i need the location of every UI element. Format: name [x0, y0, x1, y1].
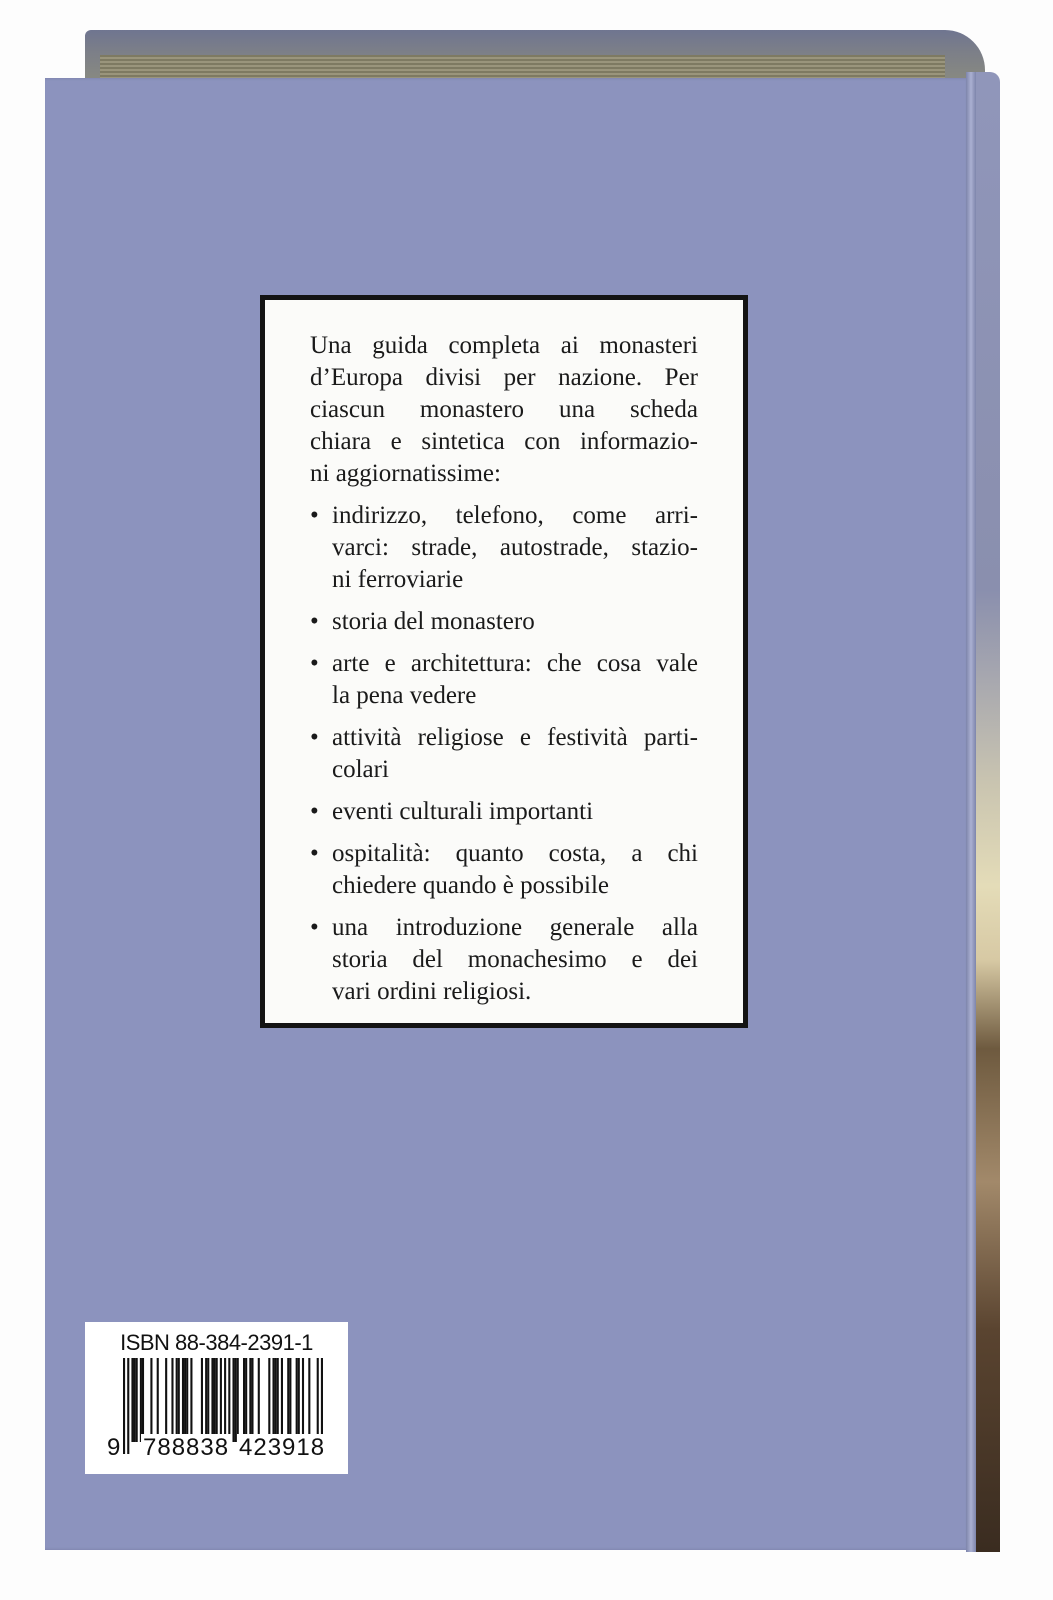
bullet-item: [310, 648, 698, 712]
barcode-bar: [140, 1358, 142, 1442]
text-line: varci: strade, autostrade, stazio-: [332, 534, 698, 561]
barcode-bar: [182, 1358, 184, 1442]
text-line: ni aggiornatissime:: [310, 460, 501, 487]
text-line: ospitalità: quanto costa, a chi: [332, 840, 698, 867]
barcode-bar: [287, 1358, 289, 1442]
barcode-bar: [186, 1358, 188, 1442]
barcode-bar: [165, 1358, 167, 1442]
text-line: ni ferroviarie: [332, 566, 464, 593]
bullet-item: [310, 796, 698, 828]
ean-right-digits: 423918: [239, 1434, 326, 1461]
bullet-icon: •: [310, 798, 319, 825]
barcode-bar: [232, 1358, 234, 1442]
ean-left-digits: 788838: [143, 1434, 230, 1461]
barcode-bar: [134, 1358, 136, 1442]
barcode-bar: [157, 1358, 159, 1442]
text-line: storia del monastero: [332, 608, 535, 635]
barcode-bar: [245, 1358, 247, 1442]
barcode-bar: [190, 1358, 192, 1442]
text-line: eventi culturali importanti: [332, 798, 594, 825]
barcode-bar: [205, 1358, 207, 1442]
barcode-bar: [176, 1358, 178, 1442]
barcode-bar: [150, 1358, 152, 1442]
barcode-bar: [237, 1358, 239, 1442]
barcode-bar: [251, 1358, 253, 1442]
spine-hinge: [966, 72, 976, 1552]
barcode-bar: [216, 1358, 218, 1442]
barcode-bar: [302, 1358, 304, 1442]
barcode-bar: [136, 1358, 138, 1442]
isbn-number: ISBN 88-384-2391-1: [120, 1330, 313, 1355]
barcode-bar: [277, 1358, 279, 1442]
bullet-item: [310, 500, 698, 596]
barcode-bar: [258, 1358, 260, 1442]
text-line: una introduzione generale alla: [332, 914, 698, 941]
bullet-icon: •: [310, 840, 319, 867]
barcode-bar: [298, 1358, 300, 1442]
bullet-item: [310, 722, 698, 786]
barcode-bar: [178, 1358, 180, 1442]
ean-first-digit: 9: [107, 1434, 121, 1461]
barcode-bar: [243, 1358, 245, 1442]
bullet-item: [310, 606, 698, 638]
barcode-bar: [207, 1358, 209, 1442]
text-line: arte e architettura: che cosa vale: [332, 650, 698, 677]
blurb-box: [260, 295, 748, 1028]
page-block-top: [85, 30, 985, 85]
barcode-bar: [171, 1358, 173, 1442]
blurb-text: [310, 330, 698, 1008]
text-line: chiedere quando è possibile: [332, 872, 609, 899]
text-line: indirizzo, telefono, come arri-: [332, 502, 698, 529]
bullet-icon: •: [310, 650, 319, 677]
barcode-bar: [289, 1358, 291, 1442]
barcode-bar: [228, 1358, 230, 1442]
bullet-icon: •: [310, 724, 319, 751]
text-line: colari: [332, 756, 389, 783]
text-line: la pena vedere: [332, 682, 477, 709]
barcode-bar: [296, 1358, 298, 1442]
text-line: storia del monachesimo e dei: [332, 946, 698, 973]
bullet-item: [310, 838, 698, 902]
barcode-bar: [131, 1358, 133, 1442]
bullet-icon: •: [310, 914, 319, 941]
text-line: vari ordini religiosi.: [332, 978, 532, 1005]
text-line: d’Europa divisi per nazione. Per: [310, 364, 698, 391]
barcode-bar: [272, 1358, 274, 1442]
bullet-icon: •: [310, 608, 319, 635]
barcode-bar: [268, 1358, 270, 1442]
barcode-bar: [308, 1358, 310, 1442]
text-line: Una guida completa ai monasteri: [310, 332, 698, 359]
barcode-bar: [142, 1358, 144, 1442]
text-line: attività religiose e festività parti-: [332, 724, 698, 751]
ean-digits: [85, 1434, 348, 1468]
barcode-bar: [214, 1358, 216, 1442]
barcode-bar: [211, 1358, 213, 1442]
text-line: chiara e sintetica con informazio-: [310, 428, 698, 455]
bullet-item: [310, 912, 698, 1008]
text-line: ciascun monastero una scheda: [310, 396, 698, 423]
barcode-bar: [281, 1358, 283, 1442]
barcode-bar: [184, 1358, 186, 1442]
isbn-barcode-label: [85, 1322, 348, 1474]
barcode-bar: [275, 1358, 277, 1442]
barcode-bar: [235, 1358, 237, 1442]
bullet-icon: •: [310, 502, 319, 529]
intro-paragraph: [310, 330, 698, 490]
barcode-bar: [201, 1358, 203, 1442]
barcode-bar: [249, 1358, 251, 1442]
